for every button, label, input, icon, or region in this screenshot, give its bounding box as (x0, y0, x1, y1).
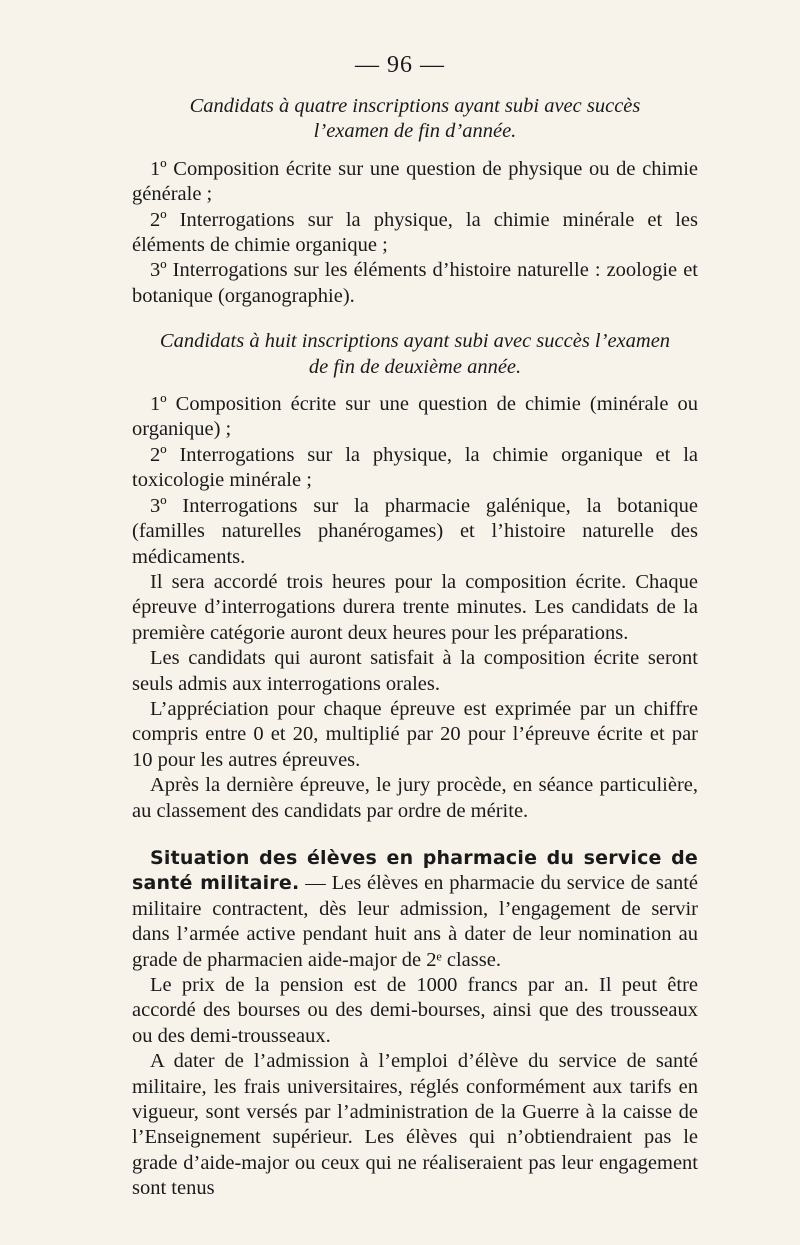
exam-item: 1º Composition écrite sur une question de physique ou de chimie générale ; (132, 157, 698, 206)
heading-line: Candidats à quatre inscriptions ayant subi avec succès (189, 95, 641, 117)
body-paragraph: A dater de l’admission à l’emploi d’élève du service de santé militaire, les frais universitaires, réglés conformément aux tarifs en vigueur, sont versés par l’administration de la Guerre à la caisse de l’Enseignement supérieur. Les élèves qui n’obtiendraient pas le grade d’aide-major ou ceux qui ne réaliseraient pas leur engagement sont tenus (132, 1050, 698, 1200)
page-body (132, 94, 698, 1202)
body-paragraph: L’appréciation pour chaque épreuve est exprimée par un chiffre compris entre 0 et 20, multiplié par 20 pour l’épreuve écrite et par 10 pour les autres épreuves. (132, 697, 698, 771)
page-number: — 96 — (355, 52, 445, 78)
section-intro-paragraph (132, 846, 698, 973)
body-paragraph: Les candidats qui auront satisfait à la composition écrite seront seuls admis aux interrogations orales. (132, 647, 698, 695)
heading-line: l’examen de fin d’année. (313, 120, 517, 143)
body-paragraph: Il sera accordé trois heures pour la composition écrite. Chaque épreuve d’interrogations durera trente minutes. Les candidats de la première catégorie auront deux heures pour les préparations. (132, 570, 698, 644)
body-paragraph: Le prix de la pension est de 1000 francs par an. Il peut être accordé des bourses ou des demi-bourses, ainsi que des trousseaux ou des demi-trousseaux. (132, 974, 698, 1047)
body-paragraph: Après la dernière épreuve, le jury procède, en séance particulière, au classement des candidats par ordre de mérite. (132, 774, 698, 822)
exam-item: 3º Interrogations sur les éléments d’histoire naturelle : zoologie et botanique (organographie). (132, 259, 698, 307)
section-heading-four-inscriptions (132, 94, 698, 145)
heading-line: de fin de deuxième année. (308, 355, 522, 378)
exam-item: 2º Interrogations sur la physique, la chimie minérale et les éléments de chimie organique ; (132, 208, 698, 257)
section-intro-text: — Les élèves en pharmacie du service de santé militaire contractent, dès leur admission, l’engagement de servir dans l’armée active pendant huit ans à dater de leur nomination au grade de pharmacien aide-major de 2ᵉ classe. (132, 872, 698, 971)
pharmacy-military-section (132, 846, 698, 1202)
section-title: Situation des élèves en pharmacie du service de santé militaire. (132, 846, 698, 895)
exam-item: 1º Composition écrite sur une question de chimie (minérale ou organique) ; (132, 393, 698, 441)
exam-item: 3º Interrogations sur la pharmacie galénique, la botanique (familles naturelles phanérogames) et l’histoire naturelle des médicaments. (132, 494, 698, 568)
exam-item: 2º Interrogations sur la physique, la chimie organique et la toxicologie minérale ; (132, 443, 698, 492)
heading-line: Candidats à huit inscriptions ayant subi avec succès l’examen (159, 330, 671, 353)
section-heading-eight-inscriptions (132, 329, 698, 380)
